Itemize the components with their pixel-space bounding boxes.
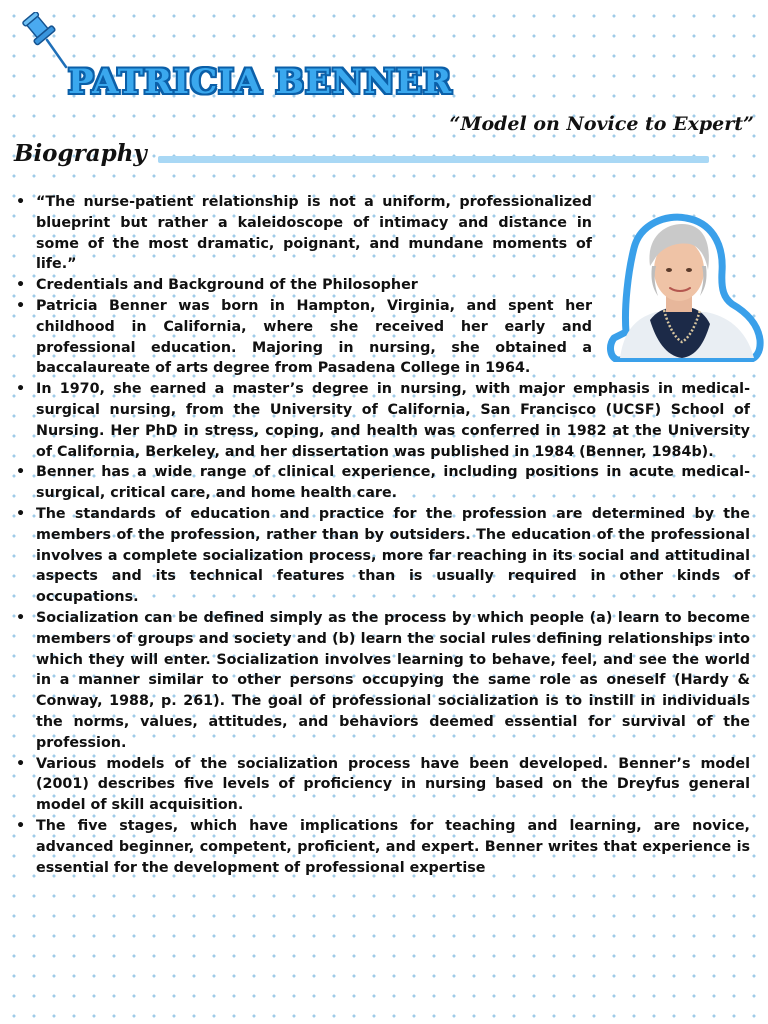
pushpin-icon xyxy=(22,12,70,70)
list-item: • The five stages, which have implications for teaching and learning, are novice, advanced beginner, competent, proficient, and expert. Benner writes that experience is essential for the development of professional expertise xyxy=(16,817,750,876)
heading-rule xyxy=(158,156,709,163)
list-item: • Patricia Benner was born in Hampton, Virginia, and spent her childhood in California, where she received her early and professional education. Majoring in nursing, she obtained a baccalaureate of arts degree from Pasadena College in 1964. xyxy=(16,297,592,377)
page-title: PATRICIA BENNER xyxy=(68,62,453,102)
section-heading: Biography xyxy=(14,140,147,167)
biography-content xyxy=(14,192,750,878)
list-item: • The standards of education and practice for the profession are determined by the members of the profession, rather than by outsiders. The education of the professional involves a complete socialization process, more far reaching in its social and attitudinal aspects and its technical features than is usually required in other kinds of occupations. xyxy=(16,505,750,606)
list-item: • In 1970, she earned a master’s degree in nursing, with major emphasis in medical- surgical nursing, from the University of California, San Francisco (UCSF) School of Nursing. Her PhD in stress, coping, and health was conferred in 1982 at the University of California, Berkeley, and her dissertation was published in 1984 (Benner, 1984b). xyxy=(16,381,750,460)
list-item: • Various models of the socialization process have been developed. Benner’s model (2001) describes five levels of proficiency in nursing based on the Dreyfus general model of skill acquisition. xyxy=(16,755,750,814)
list-item: • Benner has a wide range of clinical experience, including positions in acute medical-surgical, critical care, and home health care. xyxy=(16,464,750,502)
list-item: • “The nurse-patient relationship is not a uniform, professionalized blueprint but rather a kaleidoscope of intimacy and distance in some of the most dramatic, poignant, and mundane moments of life.” xyxy=(16,194,592,273)
list-item: • Socialization can be defined simply as the process by which people (a) learn to become members of groups and society and (b) learn the social rules defining relationships into which they will enter. Socialization involves learning to behave, feel, and see the world in a manner similar to other persons occupying the same role as oneself (Hardy & Conway, 1988, p. 261). The goal of professional socialization is to instill in individuals the norms, values, attitudes, and behaviors deemed essential for survival of the profession. xyxy=(16,609,750,751)
list-item: • Credentials and Background of the Philosopher xyxy=(16,277,418,294)
page-subtitle: “Model on Novice to Expert” xyxy=(449,113,754,135)
